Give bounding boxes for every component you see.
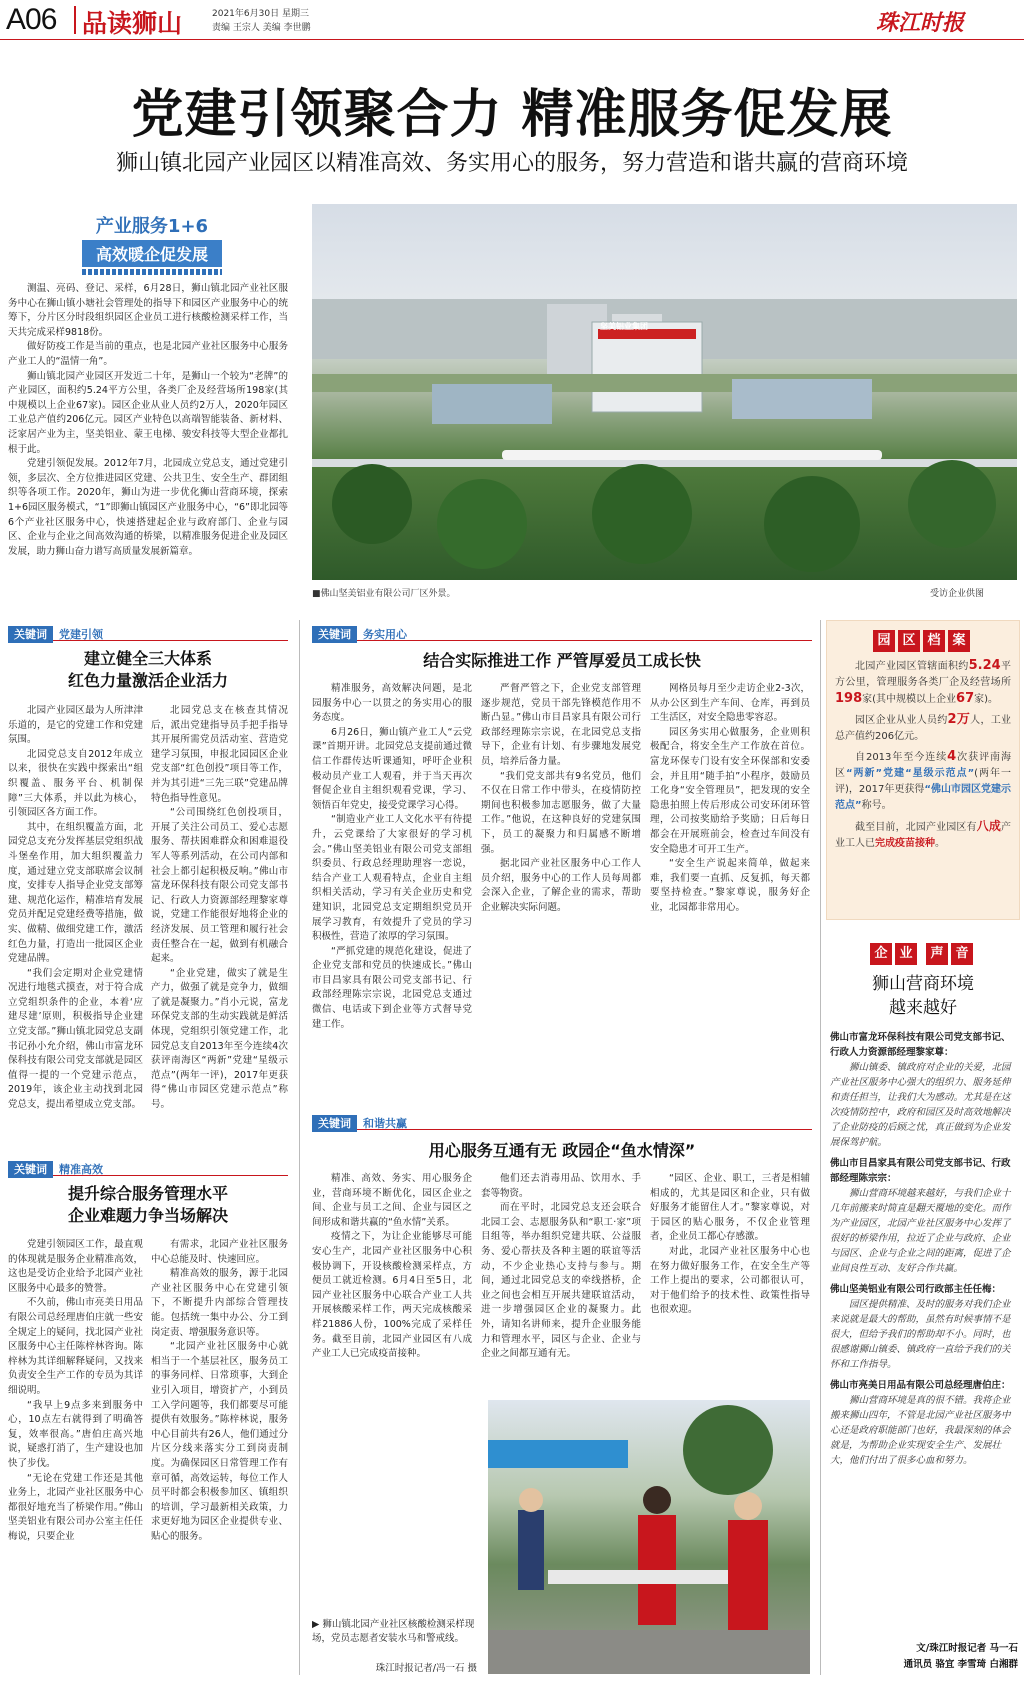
- photo-caption: ■佛山坚美铝业有限公司厂区外景。: [312, 589, 456, 599]
- paragraph: “园区、企业、职工，三者是相辅相成的，尤其是园区和企业，只有做好服务才能留住人才。”黎家尊说，对于园区的贴心服务，不仅企业管理者，企业员工都心存感激。: [650, 1173, 810, 1243]
- paragraph: “我们党支部共有9名党员，他们不仅在日常工作中带头，在疫情防控期间也积极参加志愿服务，做了大量工作。”他说，在这种良好的党建氛围下，员工的凝聚力和归属感不断增强。: [481, 770, 641, 855]
- section4-title-line1: 提升综合服务管理水平: [67, 1184, 228, 1203]
- park-profile-text: [827, 652, 1019, 852]
- paragraph: 北园党总支在核查其情况后，派出党建指导员手把手指导其开展所需党员活动室、营造党建学习氛围，申报北园园区企业党支部“红色创投”项目等工作，并为其引进“三先三联”党建品牌特色指导性意见。: [151, 705, 288, 804]
- logo-line1: 产业服务1+6: [95, 216, 209, 237]
- section2-col-a: [312, 682, 472, 1092]
- keyword-topic: 精准高效: [59, 1163, 103, 1176]
- stat-times: 4: [947, 749, 957, 764]
- voice-quote: 园区提供精准、及时的服务对我们企业来说就是最大的帮助，虽然有时候事情不是很大，但给予我们的帮助却不小。同时，也很感谢狮山镇委、镇政府一直给予我们的关怀和工作指导。: [830, 1299, 1011, 1370]
- lead-article: [8, 282, 288, 582]
- keyword-topic: 务实用心: [363, 628, 407, 641]
- paragraph: 而在平时，北园党总支还会联合北园工会、志愿服务队和“职工·家”项目组等，举办组织党建共联、公益服务、爱心帮扶及各种主题的联谊等活动，不少企业热心支持与参与。期间，通过北园党总支的牵线搭桥，企业之间也会相互开展共建联谊活动，进一步增强园区企业的凝聚力。此外，请知名讲师来，提升企业服务能力和管理水平，园区与企业、企业与企业之间都互通有无。: [481, 1202, 641, 1360]
- section1-keyword-bar: [8, 623, 288, 641]
- paragraph: 疫情之下，为让企业能够尽可能安心生产，北园产业社区服务中心积极协调下，开设核酸检测采样点，方便员工就近检测。6月4日至5日，北园产业社区服务中心联合产业工人共开展核酸采样工作，两天完成核酸采样21886人份，100%完成了采样任务。截至目前，北园产业园区有八成产业工人已完成疫苗接种。: [312, 1231, 472, 1360]
- stat-honor: “两新”党建“星级示范点”: [846, 768, 975, 779]
- voices-headline-line2: 越来越好: [889, 998, 957, 1018]
- paragraph: “公司围绕红色创投项目，开展了关注公司员工、爱心志愿服务、帮扶困难群众和困难退役军人等系列活动，在公司内部和社会上都引起积极反响。”佛山市富龙环保科技有限公司党支部书记、行政人力资源部经理黎家尊说，党建工作能很好地将企业的经济发展、员工管理和履行社会责任整合在一起，做到有机融合起来。: [151, 807, 288, 965]
- title-char: 档: [923, 630, 945, 652]
- paragraph: “无论在党建工作还是其他业务上，北园产业社区服务中心都很好地充当了桥梁作用。”佛山坚美铝业有限公司办公室主任任梅说，只要企业: [8, 1472, 143, 1542]
- testing-photo-credit: 珠江时报记者/冯一石 摄: [375, 1663, 477, 1674]
- stat-text: 。: [935, 838, 945, 849]
- factory-sign: 坚美铝业集团: [600, 322, 648, 331]
- keyword-topic: 和谐共赢: [363, 1117, 407, 1130]
- keyword-tag: 关键词: [8, 1161, 53, 1178]
- keyword-tag: 关键词: [8, 626, 53, 643]
- voice-quote: 狮山营商环境越来越好，与我们企业十几年前搬来时简直是翻天覆地的变化。而作为产业园区，北园产业社区服务中心发挥了很好的桥梁作用，拉近了企业与政府、企业与园区、企业与企业之间的距离，促进了企业间良性互动、友好合作共赢。: [830, 1188, 1011, 1274]
- enterprise-voices-title: [826, 942, 1020, 965]
- subheadline: 狮山镇北园产业园区以精准高效、务实用心的服务，努力营造和谐共赢的营商环境: [115, 151, 908, 176]
- section1-title-line2: 红色力量激活企业活力: [67, 671, 228, 690]
- paragraph: “企业党建，做实了就是生产力，做强了就是竞争力，做细了就是凝聚力。”肖小元说，富龙环保党支部的生动实践就是鲜活体现，党组织引领党建工作，北园党总支自2013年至今连续4次获评南海区“两新”党建“星级示范点”(两年一评)，2017年更获得“佛山市园区党建示范点”称号。: [151, 967, 288, 1111]
- logo-skyline: [82, 269, 222, 275]
- keyword-tag: 关键词: [312, 1115, 357, 1132]
- stat-scale: 67: [956, 691, 975, 706]
- newspaper-logo: 珠江时报: [876, 10, 965, 36]
- paragraph: 严督严管之下，企业党支部管理逐步规范，党员干部先锋模范作用不断凸显。”佛山市目昌家具有限公司行政部经理陈宗宗说，在北园党总支指导下，企业有计划、有步骤地发展党员，培养后备力量。: [481, 683, 641, 767]
- lead-paragraph: 狮山镇北园产业园区开发近二十年，是狮山一个较为“老牌”的产业园区，面积约5.24平方公里，各类厂企及经营场所198家(其中规模以上企业67家)。园区企业从业人员约2万人，2020年园区工业总产值约206亿元。园区产业特色以高端智能装备、新材料、泛家居产业为主，坚美铝业、蒙王电梯、骏安科技等大型企业都扎根于此。: [8, 370, 288, 455]
- header-divider: [74, 6, 76, 34]
- lead-paragraph: 党建引领促发展。2012年7月，北园成立党总支，通过党建引领，多层次、全方位推进园区党建、公共卫生、安全生产、群团组织等各项工作。2020年，狮山为进一步优化狮山营商环境，探索1+6园区服务模式，“1”即狮山镇园区产业服务中心，“6”即北园等6个产业社区服务中心，快速搭建起企业与政府部门、企业与园区、企业与企业之间高效沟通的桥梁，以精准服务促进企业及园区发展，助力狮山奋力谱写高质量发展新篇章。: [8, 458, 288, 557]
- keyword-topic: 党建引领: [59, 628, 103, 641]
- voices-headline: [826, 972, 1020, 1020]
- stat-text: 产业工人已: [835, 822, 1011, 849]
- keyword-tag: 关键词: [312, 626, 357, 643]
- section1-col-b: [151, 704, 288, 1128]
- lead-paragraph: 做好防疫工作是当前的重点，也是北园产业社区服务中心服务产业工人的“温情一角”。: [8, 341, 288, 367]
- voice-speaker: 佛山市亮美日用品有限公司总经理唐伯庄：: [830, 1380, 1011, 1391]
- title-char: 区: [898, 630, 920, 652]
- factory-photo: [312, 204, 1017, 580]
- section-name: 品读狮山: [82, 9, 183, 38]
- voice-speaker: 佛山市目昌家具有限公司党支部书记、行政部经理陈宗宗：: [830, 1158, 1011, 1184]
- section2-title: 结合实际推进工作 严管厚爱员工成长快: [423, 651, 701, 670]
- stat-honor: “佛山市园区党建示范点”: [835, 784, 1011, 811]
- paragraph: 其中，在组织覆盖方面，北园党总支充分发挥基层党组织战斗堡垒作用，加大组织覆盖力度，通过建立党支部联席会议制度，安排专人指导企业党支部筹建、规范化运作，精准培育发展党员并配足党建经费等措施，做实、做精、做细党建工作，激活红色力量，打造出一批园区企业党建品牌。: [8, 821, 143, 965]
- paragraph: 据北园产业社区服务中心工作人员介绍，服务中心的工作人员每周都会深入企业，了解企业的需求，帮助企业解决实际问题。: [481, 858, 641, 913]
- voice-item: [830, 1282, 1018, 1372]
- paragraph: 北园产业园区最为人所津津乐道的，是它的党建工作和党建氛围。: [8, 705, 143, 746]
- column-divider: [299, 620, 300, 1675]
- section2-col-c: [650, 682, 810, 1092]
- section1-col-a: [8, 704, 143, 1128]
- stat-vaccine: 完成疫苗接种: [875, 838, 935, 849]
- voices-headline-line1: 狮山营商环境: [872, 974, 974, 994]
- section3-col-c: [650, 1172, 810, 1392]
- factory-photo-art: [312, 204, 1017, 580]
- stat-text: 家(其中规模以上企业: [862, 694, 957, 705]
- paragraph: “我们会定期对企业党建情况进行地毯式摸查，对于符合成立党组织条件的企业，本着‘应建尽建’原则，积极指导企业建立党支部。”狮山镇北园党总支副书记孙小允介绍，佛山市富龙环保科技有限公司党支部就是园区值得一提的一个党建示范点，2019年，该企业主动找到北园党总支，提出希望成立党支部。: [8, 967, 143, 1111]
- byline-correspondents: 通讯员 骆宜 李雪琦 白湘群: [903, 1659, 1018, 1670]
- editors: 责编 王宗人 美编 李世鹏: [212, 23, 311, 33]
- voice-speaker: 佛山坚美铝业有限公司行政部主任任梅：: [830, 1284, 1002, 1295]
- section4-title-line2: 企业难题力争当场解决: [67, 1206, 228, 1225]
- paragraph: “安全生产说起来简单，做起来难，我们要一直抓、反复抓，每天都要坚持检查。”黎家尊说，服务好企业，北园都非常用心。: [650, 858, 810, 913]
- paragraph: 他们还去消毒用品、饮用水、手套等物资。: [481, 1173, 641, 1199]
- stat-count: 198: [835, 691, 863, 706]
- paragraph: “我早上9点多来到服务中心，10点左右就得到了明确答复，效率很高。”唐伯庄高兴地说，疑惑打消了，生产建设也加快了步伐。: [8, 1399, 143, 1469]
- paragraph: 精准、高效、务实、用心服务企业，营商环境不断优化，园区企业之间、企业与员工之间、企业与园区之间形成和谐共赢的“鱼水情”关系。: [312, 1173, 472, 1228]
- testing-photo-caption: ▶ 狮山镇北园产业社区核酸检测采样现场，党员志愿者安装水马和警戒线。: [312, 1619, 475, 1644]
- section3-keyword-bar: [312, 1112, 812, 1130]
- page-header: [0, 0, 1024, 40]
- paragraph: “北园产业社区服务中心就相当于一个基层社区，服务员工的事务同样、日常琐事，大到企业引入项目，增资扩产，小到员工入学问题等，我们都要尽可能提供有效服务。”陈梓林说，服务中心目前共有26人，他们通过分片区分线来落实分工到岗责制度。为确保园区日常管理工作有章可循，高效运转，每位工作人员平时都会积极参加区、镇组织的培训，学习最新相关政策，力求更好地为园区企业提供专业、贴心的服务。: [151, 1341, 288, 1542]
- stat-text: (两年一评)，2017年更获得: [835, 768, 1012, 795]
- stat-text: 北园产业园区管辖面积约: [855, 661, 969, 672]
- paragraph: 对此，北园产业社区服务中心也在努力做好服务工作，在安全生产等工作上提出的要求，公司都很认可，对于他们给予的技术性、政策性指导也很欢迎。: [650, 1245, 810, 1316]
- paragraph: 北园党总支自2012年成立以来，很快在实践中探索出“组织覆盖、服务平台、机制保障”三大体系，并以此为核心，引领园区各方面工作。: [8, 748, 143, 819]
- section4-col-a: [8, 1238, 143, 1674]
- paragraph: 6月26日，狮山镇产业工人“云党课”首期开讲。北园党总支提前通过微信工作群传达听课通知，呼吁企业积极动员产业工人观看，并于当天再次督促企业自主组织观看党课，学习、领悟百年党史，接受党课学习心得。: [312, 726, 472, 811]
- voice-item: [830, 1378, 1018, 1468]
- paragraph: 网格员每月至少走访企业2-3次，从办公区到生产车间、仓库，再到员工生活区，对安全隐患零容忍。: [650, 683, 810, 724]
- voice-speaker: 佛山市富龙环保科技有限公司党支部书记、行政人力资源部经理黎家尊：: [830, 1032, 1011, 1058]
- paragraph: 有需求，北园产业社区服务中心总能及时、快速回应。: [151, 1239, 288, 1265]
- stat-text: 自2013年至今连续: [855, 752, 948, 763]
- section2-keyword-bar: [312, 623, 812, 641]
- stat-ratio: 八成: [976, 819, 1001, 833]
- stat-text: 称号。: [861, 800, 892, 811]
- paragraph: 园区务实用心做服务，企业则积极配合，将安全生产工作放在首位。富龙环保专门设有安全环保部和安委会，并且用“随手拍”小程序，鼓励员工化身“安全管理员”，把发现的安全隐患拍照上传后形成公司安环闭环管理，公司按奖励给予奖励；日后每日都会在开展班前会，检查过车间没有安全隐患才可开工生产。: [650, 726, 810, 855]
- issue-date: 2021年6月30日 星期三: [212, 9, 309, 19]
- lead-paragraph: 测温、亮码、登记、采样，6月28日，狮山镇北园产业社区服务中心在狮山镇小塘社会管理处的指导下和园区产业服务中心的统筹下，分片区分时段组织园区企业员工进行核酸检测采样工作，当天共完成采样9818份。: [8, 283, 288, 338]
- paragraph: 精准高效的服务，源于北园产业社区服务中心在党建引领下，不断提升内部综合管理技能。包括统一集中办公、分工到岗定责、增强服务意识等。: [151, 1268, 288, 1338]
- stat-area: 5.24: [968, 658, 1001, 673]
- section4-keyword-bar: [8, 1158, 288, 1176]
- section3-title: 用心服务互通有无 政园企“鱼水情深”: [428, 1141, 696, 1160]
- title-char: 园: [873, 630, 895, 652]
- stat-text: 园区企业从业人员约: [855, 715, 948, 726]
- paragraph: 党建引领园区工作，最直观的体现就是服务企业精准高效，这也是受访企业给予北园产业社区服务中心最多的赞誉。: [8, 1239, 143, 1294]
- section2-col-b: [481, 682, 641, 1092]
- voice-quote: 狮山镇委、镇政府对企业的关爱，北园产业社区服务中心强大的组织力、服务延伸和责任担当，让我们大为感动。尤其是在这次疫情防控中，政府和园区及时高效地解决了企业防疫的后顾之忧，真正做到为企业发展保驾护航。: [830, 1062, 1011, 1148]
- byline-reporter: 文/珠江时报记者 马一石: [916, 1643, 1018, 1654]
- photo-credit: 受访企业供图: [930, 589, 985, 599]
- stat-text: 家)。: [974, 694, 999, 705]
- testing-site-photo: [488, 1400, 810, 1674]
- testing-site-art: [488, 1400, 810, 1674]
- section1-title-line1: 建立健全三大体系: [83, 649, 212, 668]
- stat-text: 人，工业总产值约206亿元。: [835, 715, 1012, 742]
- section3-col-a: [312, 1172, 472, 1392]
- park-profile-title: [827, 629, 1019, 652]
- page-number: A06: [6, 3, 57, 36]
- headline: 党建引领聚合力 精准服务促发展: [131, 85, 893, 145]
- paragraph: 精准服务，高效解决问题，是北园服务中心一以贯之的务实用心的服务态度。: [312, 683, 472, 724]
- stat-text: 次获评南海区: [835, 752, 1012, 779]
- logo-line2: 高效暖企促发展: [82, 240, 222, 267]
- column-divider: [820, 620, 821, 1675]
- stat-text: 截至目前，北园产业园区有: [855, 822, 977, 833]
- feature-logo: [82, 212, 222, 276]
- paragraph: “制造业产业工人文化水平有待提升，云党课给了大家很好的学习机会。”佛山坚美铝业有限公司党支部组织委员、行政总经理助理容一恋说，结合产业工人观看特点，企业自主组织相关活动，学习有关企业历史和党建知识，北园党总支定期组织党员开展学习教育，有效提升了党员的学习积极性，营造了浓厚的学习氛围。: [312, 814, 472, 943]
- section4-col-b: [151, 1238, 288, 1674]
- title-char: 业: [895, 943, 917, 965]
- stat-text: 平方公里，管理服务各类厂企及经营场所: [835, 661, 1012, 688]
- paragraph: 不久前，佛山市亮美日用品有限公司总经理唐伯庄就一些安全规定上的疑问，找北园产业社区服务中心主任陈梓林咨询。陈梓林为其详细解释疑问，又找来负责安全生产工作的专员为其详细说明。: [8, 1297, 143, 1396]
- voice-item: [830, 1156, 1018, 1276]
- voices-list: [830, 1024, 1018, 1634]
- section3-col-b: [481, 1172, 641, 1392]
- title-char: 企: [870, 943, 892, 965]
- stat-workers: 2万: [947, 712, 971, 727]
- title-char: 声: [926, 943, 948, 965]
- title-char: 音: [951, 943, 973, 965]
- section3-col-a-cont: [312, 1398, 472, 1548]
- voice-item: [830, 1030, 1018, 1150]
- paragraph: “严抓党建的规范化建设，促进了企业党支部和党员的快速成长。”佛山市目昌家具有限公司党支部书记、行政部经理陈宗宗说，北园党总支通过微信、电话或下到企业等方式督导党建工作。: [312, 945, 472, 1030]
- voice-quote: 狮山营商环境是真的很不错。我将企业搬来狮山四年，不管是北园产业社区服务中心还是政府职能部门也好，我最深刻的体会就是，为帮助企业实现安全生产、发展壮大，他们付出了很多心血和努力。: [830, 1395, 1011, 1466]
- park-profile-box: [826, 620, 1020, 920]
- title-char: 案: [948, 630, 970, 652]
